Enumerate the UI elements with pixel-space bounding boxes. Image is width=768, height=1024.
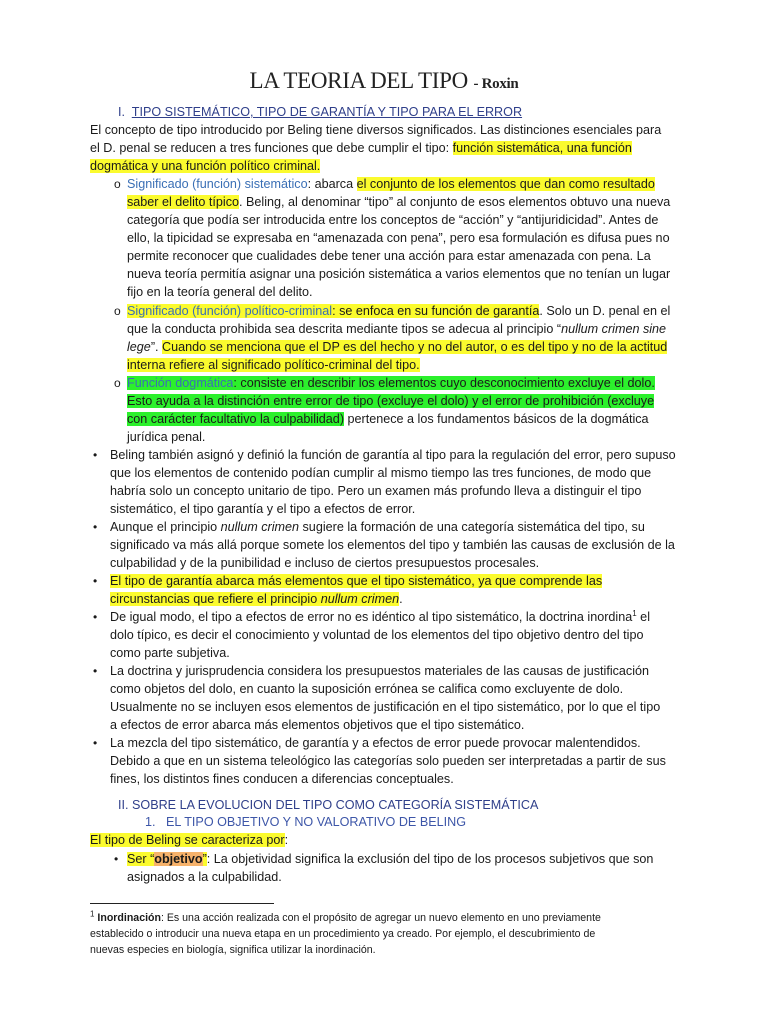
beling-line-1: Beling también asignó y definió la función de garantía al tipo para la regulación del error, pero supuso (110, 448, 676, 462)
dot-bullet-3: • (93, 574, 98, 588)
beling-line-4: sistemático, el tipo garantía y el tipo a efectos de error. (110, 502, 416, 516)
function-political-latin-2: lege (127, 340, 151, 354)
function-systematic-line-5: permite reconocer que cualidades debe tener una acción para estar amenazada con pena. La (127, 249, 651, 263)
footnote-ref[interactable]: 1 (632, 608, 637, 618)
beling-line-2: que los elementos de contenido podían cumplir al mismo tiempo las tres funciones, de modo que (110, 466, 652, 480)
objective-text: : La objetividad significa la exclusión del tipo de los procesos subjetivos que son (206, 852, 654, 866)
section-1-number: I. (118, 105, 125, 119)
section-2-heading: II. SOBRE LA EVOLUCION DEL TIPO COMO CATEGORÍA SISTEMÁTICA (118, 798, 539, 812)
subheading-title: EL TIPO OBJETIVO Y NO VALORATIVO DE BELING (166, 815, 467, 829)
guarantee-line-1 (110, 572, 602, 590)
function-systematic-line-7: fijo en la teoría general del delito. (127, 285, 313, 299)
nullum-text-a: Aunque el principio (110, 520, 221, 534)
guarantee-highlight-2: circunstancias que refiere el principio (110, 592, 321, 606)
function-systematic-text: : abarca (307, 177, 357, 191)
objective-line-1 (127, 850, 653, 868)
nullum-text-b: sugiere la formación de una categoría sistemática del tipo, su (299, 520, 645, 534)
function-dogmatic-highlight-3: con carácter facultativo la culpabilidad) (127, 412, 345, 426)
intro-line-1: El concepto de tipo introducido por Beling tiene diversos significados. Las distinciones esenciales para (90, 123, 662, 137)
footnote-line-1 (90, 910, 601, 926)
error-type-line-2: dolo típico, es decir el conocimiento y voluntad de los elementos del tipo objetivo dentro del tipo (110, 628, 644, 642)
doctrine-line-3: Usualmente no se incluyen esos elementos de justificación en el tipo sistemático, por lo que el tipo (110, 700, 661, 714)
function-systematic-line-1 (127, 175, 655, 193)
function-dogmatic-line-1 (127, 374, 655, 392)
function-systematic-highlight-2: saber el delito típico (127, 195, 240, 209)
section-2-intro (90, 831, 288, 849)
dot-bullet-5: • (93, 664, 98, 678)
doctrine-line-1: La doctrina y jurisprudencia considera los presupuestos materiales de las causas de justificación (110, 664, 650, 678)
function-political-highlight-2: Cuando se menciona que el DP es del hecho y no del autor, o es del tipo y no de la actitud (162, 340, 668, 354)
function-dogmatic-label: Función dogmática (127, 376, 234, 390)
intro-highlight: función sistemática, una función (452, 141, 632, 155)
beling-line-3: habría solo un concepto unitario de tipo. Pero un examen más profundo lleva a distinguir el tipo (110, 484, 642, 498)
nullum-line-2: significado va más allá porque somete los elementos del tipo y también las causas de exclusión de la (110, 538, 675, 552)
function-political-line-1 (127, 302, 670, 320)
function-political-line-2 (127, 320, 666, 338)
nullum-latin: nullum crimen (220, 520, 300, 534)
footnote-separator (90, 903, 274, 904)
error-type-line-3: como parte subjetiva. (110, 646, 230, 660)
function-systematic-label: Significado (función) sistemático (127, 177, 308, 191)
error-type-line-1 (110, 608, 650, 626)
title-text: LA TEORIA DEL TIPO (249, 68, 468, 93)
function-systematic-line-2 (127, 193, 670, 211)
section-2-intro-highlight: El tipo de Beling se caracteriza por (90, 833, 285, 847)
dot-bullet-7: • (114, 852, 119, 866)
mixture-line-3: fines, los distintos fines conducen a diferencias conceptuales. (110, 772, 454, 786)
section-1-title: TIPO SISTEMÁTICO, TIPO DE GARANTÍA Y TIPO PARA EL ERROR (131, 105, 523, 119)
circle-bullet-2: o (114, 304, 121, 318)
section-2-colon: : (284, 833, 289, 847)
objective-line-2: asignados a la culpabilidad. (127, 870, 282, 884)
footnote-text-1: : Es una acción realizada con el propósito de agregar un nuevo elemento en uno previamente (160, 912, 601, 924)
nullum-line-3: culpabilidad y de la punibilidad e incluso de ciertos presupuestos procesales. (110, 556, 540, 570)
function-dogmatic-text: pertenece a los fundamentos básicos de la dogmática (344, 412, 649, 426)
objective-quote: ” (202, 852, 207, 866)
objective-prefix: Ser “ (127, 852, 155, 866)
error-type-text: De igual modo, el tipo a efectos de error no es idéntico al tipo sistemático, la doctrina inordina (110, 610, 633, 624)
function-dogmatic-highlight: : consiste en describir los elementos cuyo desconocimiento excluye el dolo. (233, 376, 655, 390)
function-political-text: . Solo un D. penal en el (539, 304, 671, 318)
function-dogmatic-highlight-2: Esto ayuda a la distinción entre error de tipo (excluye el dolo) y el error de prohibición (excluye (127, 394, 655, 408)
dot-bullet-4: • (93, 610, 98, 624)
nullum-line-1 (110, 518, 645, 536)
guarantee-period: . (399, 592, 403, 606)
function-political-text-2: que la conducta prohibida sea descrita mediante tipos se adecua al principio “ (127, 322, 562, 336)
subheading-number: 1. (145, 815, 156, 829)
circle-bullet-1: o (114, 177, 121, 191)
doctrine-line-2: como objetos del dolo, en cuanto la suposición errónea se califica como excluyente de dolo. (110, 682, 624, 696)
function-systematic-line-4: ello, la tipicidad se expresaba en “amenazada con pena”, pero esa formulación es difusa pues no (127, 231, 670, 245)
function-dogmatic-line-2 (127, 392, 654, 410)
function-political-line-4 (127, 356, 420, 374)
page-title (0, 68, 768, 94)
function-systematic-line-6: nueva teoría permitía asignar una posición sistemática a varios elementos que no tenían un lugar (127, 267, 671, 281)
function-political-line-3 (127, 338, 667, 356)
doctrine-line-4: a efectos de error abarca más elementos objetivos que el tipo sistemático. (110, 718, 525, 732)
function-political-label: Significado (función) político-criminal (127, 304, 333, 318)
intro-line-2 (90, 139, 632, 157)
intro-line-3 (90, 157, 320, 175)
function-systematic-highlight: el conjunto de los elementos que dan como resultado (356, 177, 655, 191)
function-systematic-line-3: categoría que podía ser introducida entre los conceptos de “acción” y “antijuridicidad”. Antes de (127, 213, 659, 227)
function-systematic-text-2: . Beling, al denominar “tipo” al conjunto de esos elementos obtuvo una nueva (239, 195, 671, 209)
guarantee-line-2 (110, 590, 403, 608)
section-1-heading (118, 103, 522, 121)
guarantee-latin: nullum crimen (320, 592, 400, 606)
function-dogmatic-line-4: jurídica penal. (127, 430, 206, 444)
mixture-line-1: La mezcla del tipo sistemático, de garantía y a efectos de error puede provocar malentendidos. (110, 736, 641, 750)
footnote-line-3: nuevas especies en biología, significa utilizar la inordinación. (90, 944, 376, 956)
function-political-highlight: : se enfoca en su función de garantía (332, 304, 540, 318)
footnote-line-2: establecido o introducir una nueva etapa en un procedimiento ya creado. Por ejemplo, el descubrimiento de (90, 928, 596, 940)
dot-bullet-1: • (93, 448, 98, 462)
title-author: - Roxin (473, 76, 519, 92)
objective-term: objetivo (154, 852, 203, 866)
footnote-number: 1 (90, 909, 95, 919)
intro-line-2-text: el D. penal se reducen a tres funciones que debe cumplir el tipo: (90, 141, 453, 155)
footnote-term: Inordinación (97, 912, 161, 924)
mixture-line-2: Debido a que en un sistema teleológico las categorías solo pueden ser interpretadas a partir de sus (110, 754, 666, 768)
circle-bullet-3: o (114, 376, 121, 390)
function-dogmatic-line-3 (127, 410, 649, 428)
guarantee-highlight: El tipo de garantía abarca más elementos que el tipo sistemático, ya que comprende las (110, 574, 603, 588)
function-political-latin: nullum crimen sine (561, 322, 667, 336)
error-type-text-2: el (636, 610, 650, 624)
dot-bullet-2: • (93, 520, 98, 534)
intro-highlight-2: dogmática y una función político criminal. (90, 159, 321, 173)
dot-bullet-6: • (93, 736, 98, 750)
function-political-quote: ”. (150, 340, 163, 354)
function-political-highlight-3: interna refiere al significado político-criminal del tipo. (127, 358, 420, 372)
section-2-subheading (145, 813, 466, 831)
